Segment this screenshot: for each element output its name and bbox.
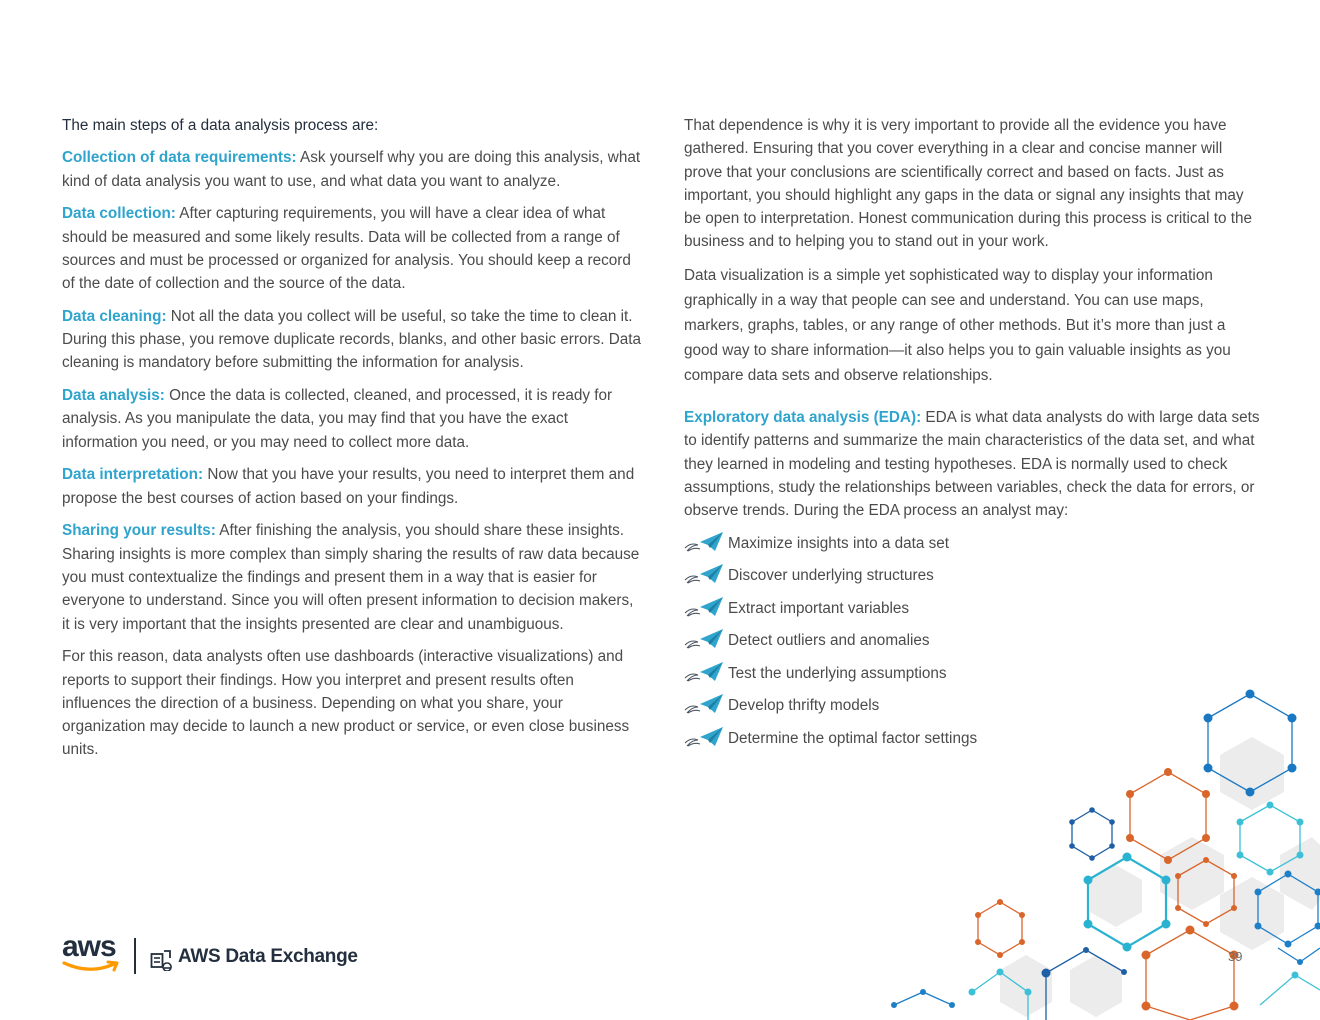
eda-text: EDA is what data analysts do with large data sets to identify patterns and summarize the main characteristics of the data set, and what they learned in modeling and testing hypotheses. EDA is normally used to check assumptions, study the relationships between variables, check the data for errors, or observe trends. During the EDA process an analyst may: — [684, 409, 1260, 520]
bullet-text: Detect outliers and anomalies — [728, 632, 930, 650]
step-text: After finishing the analysis, you should share these insights. Sharing insights is more complex than simply sharing the results of raw data because you must contextualize the findings and present them in a way that is easier for everyone to understand. Since you will often present information to decision makers, it is very important that the insights presented are clear and unambiguous. — [62, 522, 640, 633]
paper-plane-icon — [684, 595, 724, 621]
paper-plane-icon — [684, 660, 724, 686]
page-number: 39 — [1228, 949, 1243, 964]
left-column — [62, 114, 642, 771]
step-paragraph — [62, 384, 642, 454]
list-item — [684, 599, 1260, 632]
list-item — [684, 631, 1260, 664]
step-text: After capturing requirements, you will have a clear idea of what should be measured and some likely results. Data will be collected from a range of sources and must be processed or organized for analysis. You should keep a record of the date of collection and the source of the data. — [62, 205, 631, 293]
bullet-text: Determine the optimal factor settings — [728, 729, 978, 747]
bullet-text: Discover underlying structures — [728, 567, 934, 585]
hexagon-orange-left — [978, 902, 1022, 955]
list-item — [684, 566, 1260, 599]
step-text: Not all the data you collect will be useful, so take the time to clean it. During this phase, you remove duplicate records, blanks, and other basic errors. Data cleaning is mandatory before submitting the information for analysis. — [62, 307, 642, 372]
step-paragraph — [62, 305, 642, 375]
hexagon-orange-bottom — [1146, 930, 1234, 1020]
step-term: Data analysis: — [62, 387, 165, 405]
bullet-text: Extract important variables — [728, 599, 910, 617]
evidence-paragraph: That dependence is why it is very important to provide all the evidence you have gathered. Ensuring that you cover everything in a clear and concise manner will prove that your conclusions are scientifically correct and based on facts. Just as important, you should highlight any gaps in the data or signal any insights that may be open to interpretation. Honest communication during this process is critical to the business and to helping you to stand out in your work. — [684, 117, 1252, 251]
network-line-cyan-right — [1260, 975, 1320, 1005]
visualization-paragraph: Data visualization is a simple yet sophisticated way to display your information graphically in a way that people can see and understand. You can use maps, markers, graphs, tables, or any range of other methods. But it’s more than just a good way to share information—it also helps you to gain valuable insights as you compare data sets and observe relationships. — [684, 267, 1231, 385]
data-exchange-icon — [150, 947, 174, 971]
bullet-text: Maximize insights into a data set — [728, 534, 950, 552]
step-term: Sharing your results: — [62, 522, 216, 540]
step-text: Now that you have your results, you need to interpret them and propose the best courses of action based on your findings. — [62, 466, 635, 507]
step-term: Collection of data requirements: — [62, 149, 297, 167]
step-paragraph — [62, 463, 642, 510]
right-column — [684, 114, 1260, 761]
bullet-text: Develop thrifty models — [728, 697, 880, 715]
step-term: Data cleaning: — [62, 307, 167, 325]
bullet-text: Test the underlying assumptions — [728, 664, 947, 682]
step-paragraph — [62, 519, 642, 635]
step-text: Ask yourself why you are doing this analysis, what kind of data analysis you want to use, and what data you want to analyze. — [62, 149, 641, 190]
paper-plane-icon — [684, 725, 724, 751]
paper-plane-icon — [684, 562, 724, 588]
aws-logo-text: aws — [62, 930, 116, 963]
paper-plane-icon — [684, 627, 724, 653]
steps-intro: The main steps of a data analysis process are: — [62, 117, 379, 134]
paper-plane-icon — [684, 692, 724, 718]
logo-divider — [134, 938, 136, 974]
eda-term: Exploratory data analysis (EDA): — [684, 409, 922, 427]
closing-paragraph: For this reason, data analysts often use dashboards (interactive visualizations) and reports to support their findings. How you interpret and present results often influences the direction of a business. Depending on what you share, your organization may decide to launch a new product or service, or even close business units. — [62, 648, 630, 759]
hexagon-network-illustration — [860, 680, 1320, 1020]
step-paragraph — [62, 202, 642, 295]
step-paragraph — [62, 146, 642, 193]
step-term: Data interpretation: — [62, 466, 204, 484]
hexagon-navy-small — [1072, 810, 1112, 858]
aws-smile-icon — [62, 959, 122, 975]
step-term: Data collection: — [62, 205, 176, 223]
list-item — [684, 534, 1260, 567]
aws-logo — [62, 932, 122, 976]
step-text: Once the data is collected, cleaned, and processed, it is ready for analysis. As you manipulate the data, you may find that you have the exact information you need, or you may need to collect more data. — [62, 387, 613, 451]
eda-paragraph — [684, 406, 1260, 522]
paper-plane-icon — [684, 530, 724, 556]
product-name: AWS Data Exchange — [178, 946, 358, 967]
